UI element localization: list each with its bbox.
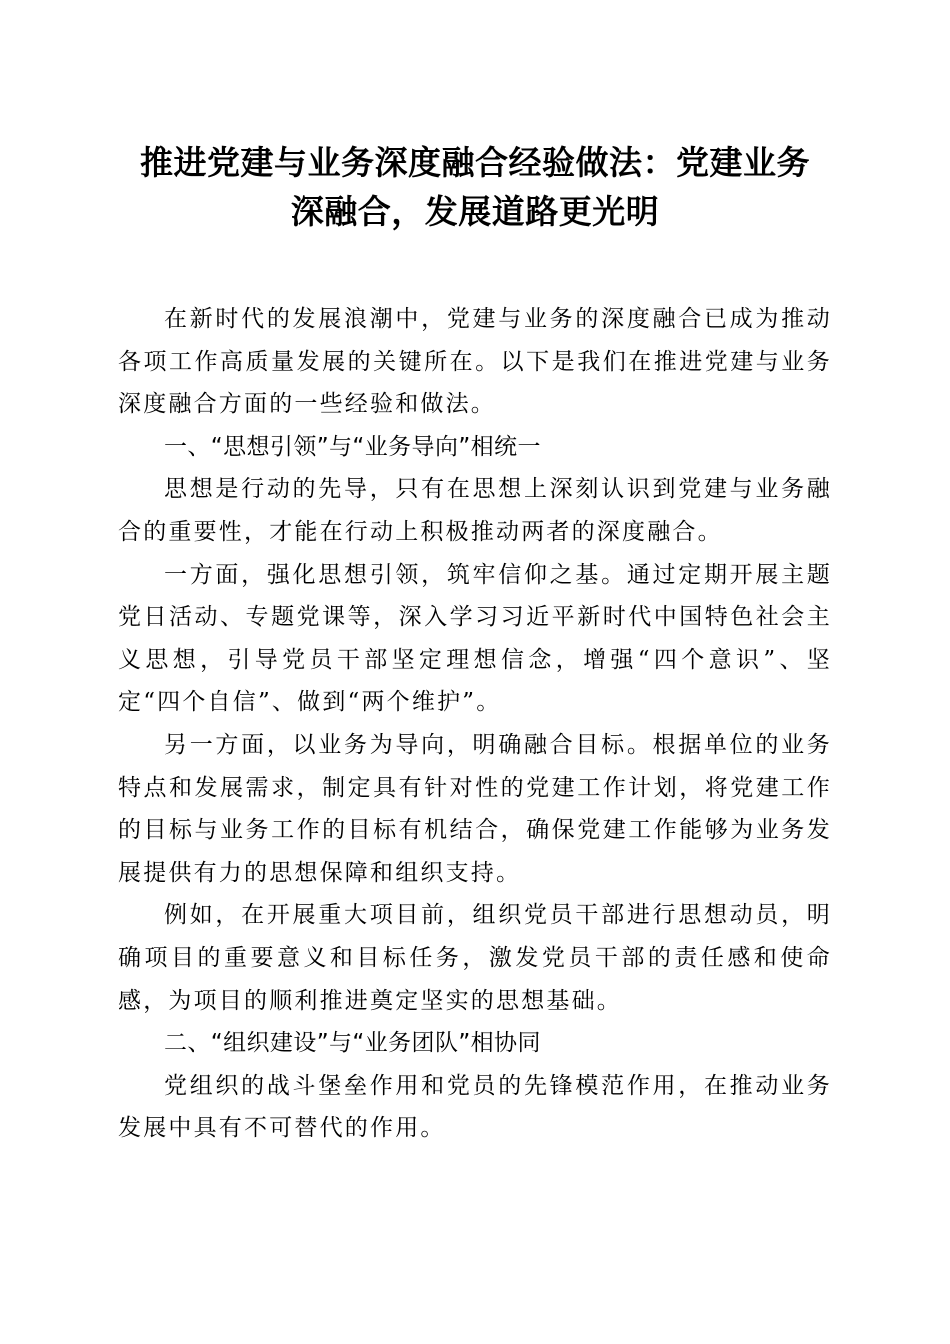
section-2-heading: 二、“组织建设”与“业务团队”相协同 — [164, 1030, 541, 1057]
document-body — [118, 298, 832, 1150]
title-line-2: 深融合，发展道路更光明 — [290, 192, 660, 231]
document-page — [118, 138, 832, 1150]
section-1-paragraph-3: 另一方面，以业务为导向，明确融合目标。根据单位的业务特点和发展需求，制定具有针对性的党建工作计划，将党建工作的目标与业务工作的目标有机结合，确保党建工作能够为业务发展提供有力的思想保障和组织支持。 — [118, 731, 832, 886]
intro-paragraph: 在新时代的发展浪潮中，党建与业务的深度融合已成为推动各项工作高质量发展的关键所在。以下是我们在推进党建与业务深度融合方面的一些经验和做法。 — [118, 306, 832, 418]
title-line-1: 推进党建与业务深度融合经验做法：党建业务 — [140, 143, 810, 182]
section-2-paragraph-1: 党组织的战斗堡垒作用和党员的先锋模范作用，在推动业务发展中具有不可替代的作用。 — [118, 1072, 832, 1142]
section-1-paragraph-2: 一方面，强化思想引领，筑牢信仰之基。通过定期开展主题党日活动、专题党课等，深入学习习近平新时代中国特色社会主义思想，引导党员干部坚定理想信念，增强“四个意识”、坚定“四个自信”、做到“两个维护”。 — [118, 561, 832, 716]
section-1-paragraph-4: 例如，在开展重大项目前，组织党员干部进行思想动员，明确项目的重要意义和目标任务，激发党员干部的责任感和使命感，为项目的顺利推进奠定坚实的思想基础。 — [118, 902, 832, 1014]
section-1-paragraph-1: 思想是行动的先导，只有在思想上深刻认识到党建与业务融合的重要性，才能在行动上积极推动两者的深度融合。 — [118, 476, 832, 545]
section-1-heading: 一、“思想引领”与“业务导向”相统一 — [164, 433, 541, 460]
document-title — [118, 138, 832, 236]
